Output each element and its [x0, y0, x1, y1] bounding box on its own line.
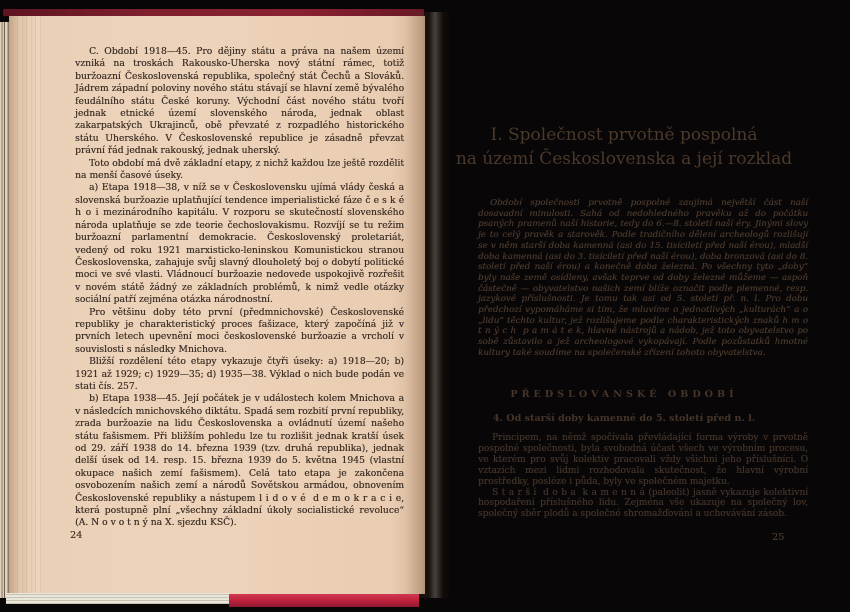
chapter-title: [438, 124, 810, 171]
paragraph: Bližší rozdělení této etapy vykazuje čtyři úseky: a) 1918—20; b) 1921 až 1929; c) 1929—35; d) 1935—38. Výklad o nich bude podán ve stati čís. 257.: [75, 356, 404, 392]
paragraph: b) Etapa 1938—45. Její počátek je v událostech kolem Mnichova a v následcích mnichovského diktátu. Spadá sem rozbití první republiky, zrada buržoazie na lidu Československa a ovládnutí území našeho státu fašismem. Při bližším pohledu lze tu rozlišit jednak kratší úsek od 29. září 1938 do 14. března 1939 (tzv. druhá republika), jednak delší úsek od 14. resp. 15. března 1939 do 5. května 1945 (vlastní okupace našich zemí fašismem). Celá tato etapa je zakončena osvobozením našich zemí a národů Sovětskou armádou, obnovením Československé republiky a nástupem l i d o v é d e m o k r a c i e, která postupně plní „všechny základní úkoly socialistické revoluce“ (A. N o v o t n ý na X. sjezdu KSČ).: [75, 393, 404, 529]
left-page-text-block: [75, 46, 404, 530]
stacked-page-edges-bottom: [6, 593, 230, 604]
section-heading: PŘEDSLOVANSKÉ OBDOBÍ: [510, 389, 738, 400]
right-page-text-block: [478, 433, 808, 520]
book-cover-top-edge: [3, 9, 424, 16]
chapter-title-line1: I. Společnost prvotně pospolná: [490, 125, 758, 145]
subsection-heading: 4. Od starší doby kamenné do 5. století před n. l.: [492, 413, 756, 424]
intro-paragraph: Období společnosti prvotně pospolné zaujímá největší část naší dosavadní minulosti. Sahá od nedohledného pravěku až do počátku psaných pramenů naší historie, tedy do 6.—8. století naší éry. Jinými slovy je to celý pravěk a starověk. Podle tradičního dělení archeologů rozlišují se v něm starší doba kamenná (asi do 15. tisíciletí před naší érou), mladší doba kamenná (asi do 3. tisíciletí před naší érou), doba bronzová (asi do 8. století před naší érou) a konečně doba železná. Po všechny tyto „doby“ byly naše země osídleny, avšak teprve od doby železné můžeme — aspoň částečně — obyvatelstvo našich zemí blíže označit podle plemenné, resp. jazykové příslušnosti. Je tomu tak asi od 5. století př. n. l. Pro dobu předchozí vypomáháme si tím, že mluvíme o jednotlivých „kulturách“ a o „lidu“ těchto kultur, jež rozlišujeme podle charakteristických znaků h m o t n ý c h p a m á t e k, hlavně nástrojů a nádob, jež toto obyvatelstvo po sobě zůstavilo a jež archeologové vykopávají. Podle pozůstatků hmotné kultury také soudíme na společenské zřízení tohoto obyvatelstva.: [478, 198, 808, 358]
paragraph: S t a r š í d o b a k a m e n n á (paleolit) jasně vykazuje kolektivní hospodaření příslušného lidu. Zejména vše ukazuje na společný lov, společný sběr plodů a společné shromažďování a uchovávání zásob.: [478, 487, 808, 520]
book-cover-bottom-edge: [229, 594, 419, 607]
paragraph: a) Etapa 1918—38, v níž se v Československu ujímá vlády česká a slovenská buržoazie uplatňující tendence imperialistické fáze č e s k é h o i mezinárodního kapitálu. V rozporu se skutečností slovenského národa uplatňuje se zde teorie čechoslovakismu. Rozvíjí se tu režim buržoazní parlamentní demokracie. Československý proletariát, vedený od roku 1921 marxisticko-leninskou Komunistickou stranou Československa, zahajuje svůj slavný dlouholetý boj o dobytí politické moci ve své vlasti. Vládnoucí buržoazie nedovede uspokojivě rozřešit v novém státě žádný ze základních problémů, k nimž vedle otázky sociální patří zejména otázka národnostní.: [75, 182, 404, 306]
paragraph: Toto období má dvě základní etapy, z nichž každou lze ještě rozdělit na menší časové úseky.: [75, 157, 404, 182]
paragraph: Principem, na němž spočívala převládající forma výroby v prvotně pospolné společnosti, byla svobodná účast všech ve výrobním procesu, ve kterém pro svůj kolektiv pracovali vždy všichni jeho příslušníci. O vztazích mezi lidmi rozhodovala skutečnost, že hlavní výrobní prostředky, posléze i půda, byly ve společném majetku.: [478, 433, 808, 487]
page-number-right: 25: [772, 532, 785, 543]
page-number-left: 24: [70, 530, 83, 541]
paragraph: Pro většinu doby této první (předmnichovské) Československé republiky je charakteristický proces fašizace, který započíná již v prvních letech upevnění moci československé buržoazie a vrcholí v souvislosti s následky Mnichova.: [75, 306, 404, 355]
paragraph: C. Období 1918—45. Pro dějiny státu a práva na našem území vzniká na troskách Rakousko-Uherska nový státní rámec, totiž buržoazní Československá republika, společný stát Čechů a Slováků. Jádrem západní poloviny nového státu stávají se hlavní země bývalého feudálního státu České koruny. Východní část nového státu tvoří jednak etnické území slovenského národa, jednak oblast zakarpatských Ukrajinců, obě převzaté z rozpadlého historického státu Uherského. V Československé republice je zásadně převzat právní řád jednak rakouský, jednak uherský.: [75, 46, 404, 157]
chapter-title-line2: na území Československa a její rozklad: [455, 148, 793, 169]
